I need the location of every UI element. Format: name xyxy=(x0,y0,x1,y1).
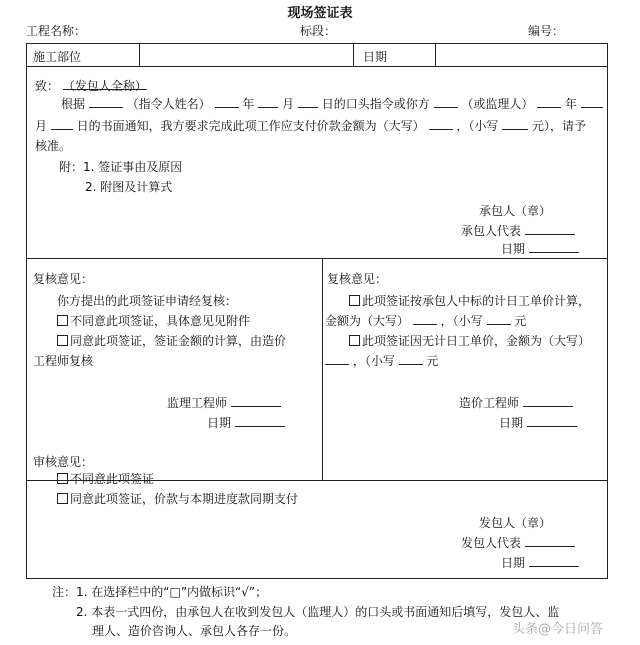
review-left-opt1: 不同意此项签证，具体意见见附件 xyxy=(57,312,250,329)
contractor-seal: 承包人（章） xyxy=(479,204,552,218)
to-value: （发包人全称） xyxy=(62,79,147,93)
col-divider xyxy=(322,258,323,480)
review-right-opt2: 此项签证因无计日工单价，金额为（大写） xyxy=(349,332,590,349)
request-line-2: 月 日的书面通知，我方要求完成此项工作应支付价款金额为（大写） ，（小写 元），请予 xyxy=(35,119,587,133)
supervisor-signer: 监理工程师 xyxy=(167,394,281,411)
col-divider xyxy=(435,44,436,66)
row-divider xyxy=(27,258,607,259)
project-name-label: 工程名称： xyxy=(26,24,87,38)
page-title: 现场签证表 xyxy=(287,6,353,21)
dept-label: 施工部位 xyxy=(33,50,82,64)
audit-title: 审核意见： xyxy=(33,455,94,469)
review-right-opt1-amount: 金额为（大写） ，（小写 元 xyxy=(325,314,527,328)
contractor-date: 日期 xyxy=(501,240,579,257)
row-divider xyxy=(27,66,607,67)
review-left-opt2: 同意此项签证，签证金额的计算，由造价 xyxy=(57,332,286,349)
audit-opt2: 同意此项签证，价款与本期进度款同期支付 xyxy=(57,490,298,507)
employer-seal: 发包人（章） xyxy=(479,516,552,530)
note-2: 2. 本表一式四份，由承包人在收到发包人（监理人）的口头或书面通知后填写，发包人、监 xyxy=(76,605,560,619)
supervisor-date: 日期 xyxy=(207,414,285,431)
cost-engineer-date: 日期 xyxy=(499,414,577,431)
review-right-opt1: 此项签证按承包人中标的计日工单价计算， xyxy=(349,292,590,309)
number-label: 编号： xyxy=(528,24,565,38)
review-left-title: 复核意见： xyxy=(33,272,94,286)
to-label: 致： xyxy=(35,79,60,93)
checkbox[interactable] xyxy=(57,473,68,484)
attachment-1: 附：1. 签证事由及原因 xyxy=(59,160,183,174)
col-divider xyxy=(353,44,354,66)
cost-engineer-signer: 造价工程师 xyxy=(459,394,573,411)
request-line-1: 根据 （指令人姓名） 年 月 日的口头指令或你方 （或监理人） 年 xyxy=(61,95,603,112)
request-line-3: 核准。 xyxy=(35,139,72,153)
checkbox[interactable] xyxy=(349,335,360,346)
section-label: 标段： xyxy=(300,24,337,38)
review-right-opt2-amount: ，（小写 元 xyxy=(325,352,439,369)
checkbox[interactable] xyxy=(57,335,68,346)
watermark: 头条@今日问答 xyxy=(512,622,604,637)
audit-opt1: 不同意此项签证 xyxy=(57,470,154,487)
visa-form xyxy=(26,43,608,579)
request-to xyxy=(35,77,147,94)
review-left-opt2-cont: 工程师复核 xyxy=(33,354,94,368)
col-divider xyxy=(139,44,140,66)
employer-rep: 发包人代表 xyxy=(461,534,575,551)
contractor-rep: 承包人代表 xyxy=(461,222,575,239)
note-1: 注：1. 在选择栏中的“□”内做标识“√”； xyxy=(52,585,268,599)
checkbox[interactable] xyxy=(57,315,68,326)
employer-date: 日期 xyxy=(501,554,579,571)
checkbox[interactable] xyxy=(57,493,68,504)
date-label: 日期 xyxy=(363,50,388,64)
checkbox[interactable] xyxy=(349,295,360,306)
review-left-text: 你方提出的此项签证申请经复核： xyxy=(57,294,238,308)
attachment-2: 2. 附图及计算式 xyxy=(85,180,173,194)
review-right-title: 复核意见： xyxy=(327,272,388,286)
note-2-cont: 理人、造价咨询人、承包人各存一份。 xyxy=(92,624,297,638)
